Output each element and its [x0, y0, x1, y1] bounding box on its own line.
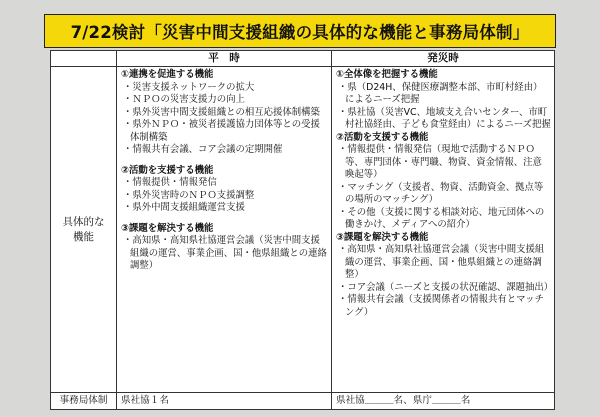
secretariat-row — [51, 393, 555, 410]
list-item: ・県外災害中間支援組織との相互応援体制構築 — [123, 106, 320, 118]
list-item: ・情報提供・情報発信 — [123, 177, 217, 188]
document-title: 7/22検討「災害中間支援組織の具体的な機能と事務局体制」 — [44, 14, 556, 48]
section-heading: ①全体像を把握する機能 — [336, 69, 438, 80]
section-heading: ③課題を解決する機能 — [121, 222, 214, 234]
list-item: ・ＮＰＯの災害支援力の向上 — [123, 94, 245, 105]
header-empty-cell — [51, 51, 117, 67]
secretariat-disaster: 県社協＿＿＿名、県庁＿＿＿名 — [332, 393, 555, 410]
list-item: ・コア会議（ニーズと支援の状況確認、課題抽出） — [338, 281, 554, 293]
secretariat-normal: 県社協１名 — [117, 393, 332, 410]
functions-table — [50, 50, 555, 410]
list-item: ・高知県・高知県社協運営会議（災害中間支援組織の運営、事業企画、国・他県組織との連絡調整） — [123, 235, 327, 271]
table-header-row — [51, 51, 555, 67]
row-label-line1: 具体的な — [62, 215, 105, 228]
list-item: ・災害支援ネットワークの拡大 — [123, 81, 255, 93]
section-heading: ②活動を支援する機能 — [336, 131, 429, 143]
list-item: ・県社協（災害VC、地域支え合いセンター、市町村社協経由、子ども食堂経由）によるニーズ把握 — [338, 106, 551, 130]
list-item: ・情報共有会議、コア会議の定期開催 — [123, 144, 283, 155]
list-item: ・高知県・高知県社協運営会議（災害中間支援組織の運営、事業企画、国・他県組織との連絡調整） — [338, 244, 545, 280]
functions-row — [51, 67, 555, 393]
section-spacer — [121, 157, 328, 165]
list-item: ・その他（支援に関する相談対応、地元団体への働きかけ、メディアへの紹介） — [338, 206, 545, 230]
list-item: ・情報共有会議（支援関係者の情報共有とマッチング） — [338, 294, 544, 318]
normal-functions-cell — [117, 67, 332, 393]
list-item: ・県外災害時のＮＰＯ支援調整 — [123, 189, 255, 201]
list-item: ・情報提供・情報発信（現地で活動するＮＰＯ等、専門団体・専門職、物資、資金情報、注意喚起等） — [338, 144, 542, 180]
row-label-functions — [51, 67, 117, 393]
secretariat-label: 事務局体制 — [51, 393, 117, 410]
list-item: ・県外中間支援組織運営支援 — [123, 202, 245, 213]
list-item: ・県（D24H、保健医療調整本部、市町村経由）によるニーズ把握 — [338, 81, 543, 105]
section-heading: ③課題を解決する機能 — [336, 231, 429, 243]
disaster-functions-cell — [332, 67, 555, 393]
list-item: ・県外ＮＰＯ・被災者援護協力団体等との受援体制構築 — [123, 119, 320, 143]
list-item: ・マッチング（支援者、物資、活動資金、拠点等の場所のマッチング） — [338, 181, 544, 205]
section-heading: ②活動を支援する機能 — [121, 164, 214, 176]
section-spacer — [121, 215, 328, 223]
row-label-line2: 機能 — [73, 230, 94, 243]
section-heading: ①連携を促進する機能 — [121, 69, 214, 80]
header-disaster: 発災時 — [332, 51, 555, 67]
header-normal: 平 時 — [117, 51, 332, 67]
